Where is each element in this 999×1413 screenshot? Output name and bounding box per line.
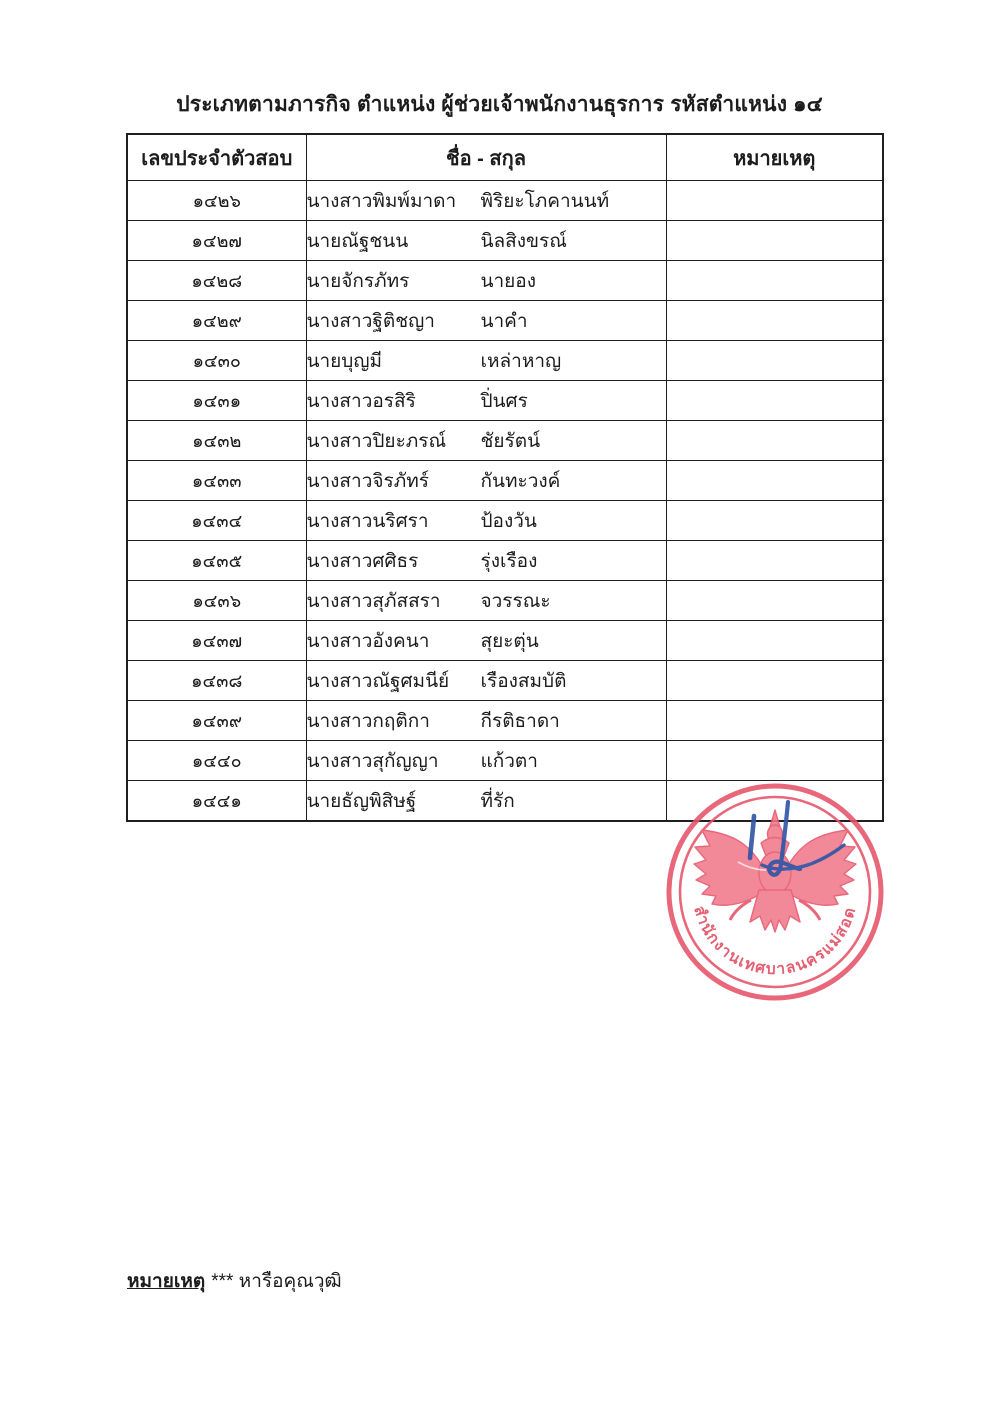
candidate-id: ๑๔๔๐ [127, 741, 306, 781]
note-cell [666, 701, 883, 741]
document-title: ประเภทตามภารกิจ ตำแหน่ง ผู้ช่วยเจ้าพนักงานธุรการ รหัสตำแหน่ง ๑๔ [176, 93, 823, 116]
table-row [127, 661, 883, 701]
candidate-last-name: เหล่าหาญ [480, 350, 562, 372]
candidate-id: ๑๔๓๖ [127, 581, 306, 621]
official-stamp [648, 770, 902, 1024]
table-row [127, 621, 883, 661]
candidate-first-name: นางสาวสุกัญญา [306, 750, 439, 772]
candidate-last-name: พิริยะโภคานนท์ [480, 190, 610, 212]
candidate-first-name: นายธัญพิสิษฐ์ [306, 790, 417, 812]
candidate-last-name: แก้วตา [480, 750, 538, 772]
table-row [127, 301, 883, 341]
table-row [127, 381, 883, 421]
candidate-name-cell [306, 301, 666, 341]
candidate-name-cell [306, 381, 666, 421]
note-cell [666, 501, 883, 541]
candidate-table-body [127, 181, 883, 822]
candidate-first-name: นายบุญมี [306, 350, 383, 372]
candidate-name-cell [306, 501, 666, 541]
table-row [127, 221, 883, 261]
candidate-id: ๑๔๒๗ [127, 221, 306, 261]
candidate-id: ๑๔๓๐ [127, 341, 306, 381]
candidate-name-cell [306, 221, 666, 261]
candidate-first-name: นางสาวสุภัสสรา [306, 590, 441, 612]
table-row [127, 341, 883, 381]
note-cell [666, 541, 883, 581]
note-cell [666, 381, 883, 421]
candidate-last-name: นิลสิงขรณ์ [480, 230, 567, 252]
garuda-emblem [694, 810, 856, 932]
candidate-name-cell [306, 461, 666, 501]
candidate-id: ๑๔๓๒ [127, 421, 306, 461]
candidate-first-name: นางสาวพิมพ์มาดา [306, 190, 457, 212]
candidate-id: ๑๔๓๕ [127, 541, 306, 581]
table-row [127, 701, 883, 741]
candidate-last-name: ปิ่นศร [480, 390, 528, 412]
candidate-id: ๑๔๓๗ [127, 621, 306, 661]
candidate-name-cell [306, 421, 666, 461]
candidate-id: ๑๔๒๙ [127, 301, 306, 341]
candidate-id: ๑๔๒๖ [127, 181, 306, 221]
candidate-name-cell [306, 181, 666, 221]
table-row [127, 181, 883, 221]
candidate-last-name: จวรรณะ [480, 590, 551, 612]
candidate-last-name: ป้องวัน [480, 510, 537, 532]
table-row [127, 261, 883, 301]
header-name: ชื่อ - สกุล [306, 134, 666, 181]
note-cell [666, 221, 883, 261]
candidate-last-name: ชัยรัตน์ [480, 430, 541, 452]
note-cell [666, 581, 883, 621]
candidate-first-name: นางสาวฐิติชญา [306, 310, 435, 332]
table-row [127, 581, 883, 621]
note-cell [666, 341, 883, 381]
candidate-last-name: นายอง [480, 270, 536, 292]
candidate-name-cell [306, 581, 666, 621]
candidate-name-cell [306, 621, 666, 661]
candidate-table [126, 133, 884, 822]
footnote [127, 1266, 342, 1296]
candidate-last-name: สุยะตุ่น [480, 630, 539, 652]
candidate-first-name: นางสาวปิยะภรณ์ [306, 430, 447, 452]
candidate-first-name: นางสาวนริศรา [306, 510, 429, 532]
candidate-last-name: รุ่งเรือง [480, 550, 538, 572]
candidate-name-cell [306, 341, 666, 381]
header-exam-id: เลขประจำตัวสอบ [127, 134, 306, 181]
candidate-first-name: นายณัฐชนน [306, 230, 409, 252]
candidate-first-name: นางสาวอังคนา [306, 630, 430, 652]
candidate-name-cell [306, 701, 666, 741]
footnote-label: หมายเหตุ [127, 1271, 206, 1292]
note-cell [666, 621, 883, 661]
table-row [127, 461, 883, 501]
candidate-id: ๑๔๓๘ [127, 661, 306, 701]
footnote-text: *** หารือคุณวุฒิ [211, 1271, 342, 1292]
candidate-last-name: กีรติธาดา [480, 710, 560, 732]
candidate-first-name: นางสาวศศิธร [306, 550, 419, 572]
candidate-first-name: นางสาวณัฐศมนีย์ [306, 670, 450, 692]
candidate-first-name: นางสาวจิรภัทร์ [306, 470, 429, 492]
note-cell [666, 421, 883, 461]
stamp-arc-text: สำนักงานเทศบาลนครแม่สอด [690, 904, 860, 979]
candidate-first-name: นางสาวกฤติกา [306, 710, 430, 732]
candidate-name-cell [306, 781, 666, 822]
candidate-name-cell [306, 741, 666, 781]
header-note: หมายเหตุ [666, 134, 883, 181]
note-cell [666, 301, 883, 341]
table-row [127, 541, 883, 581]
candidate-id: ๑๔๓๓ [127, 461, 306, 501]
candidate-id: ๑๔๒๘ [127, 261, 306, 301]
candidate-first-name: นายจักรภัทร [306, 270, 410, 292]
candidate-id: ๑๔๔๑ [127, 781, 306, 822]
candidate-name-cell [306, 261, 666, 301]
candidate-last-name: ที่รัก [480, 790, 515, 812]
candidate-name-cell [306, 661, 666, 701]
note-cell [666, 261, 883, 301]
table-header-row [127, 134, 883, 181]
candidate-id: ๑๔๓๑ [127, 381, 306, 421]
candidate-last-name: เรืองสมบัติ [480, 670, 567, 692]
candidate-last-name: กันทะวงค์ [480, 470, 561, 492]
note-cell [666, 661, 883, 701]
table-row [127, 421, 883, 461]
note-cell [666, 181, 883, 221]
candidate-last-name: นาคำ [480, 310, 528, 332]
candidate-first-name: นางสาวอรสิริ [306, 390, 416, 412]
candidate-id: ๑๔๓๔ [127, 501, 306, 541]
candidate-name-cell [306, 541, 666, 581]
table-row [127, 501, 883, 541]
note-cell [666, 461, 883, 501]
candidate-id: ๑๔๓๙ [127, 701, 306, 741]
